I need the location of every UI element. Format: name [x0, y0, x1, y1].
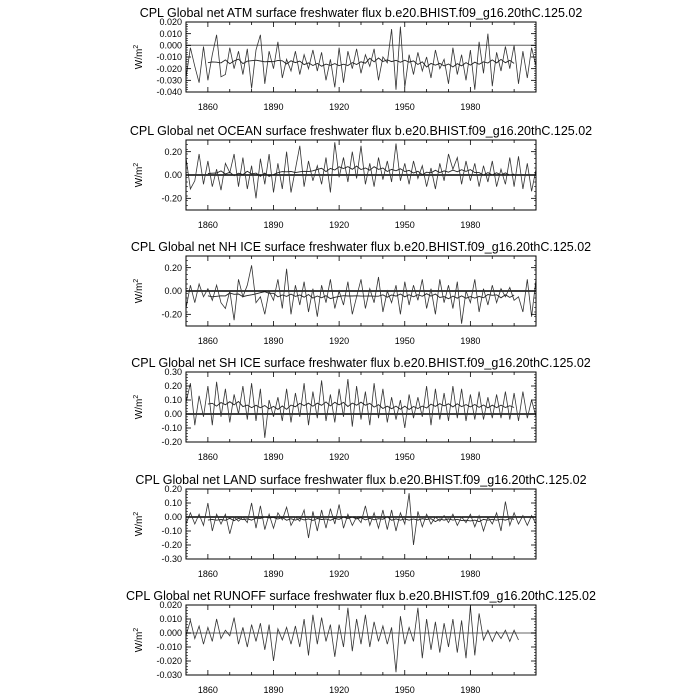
panel-title: CPL Global net SH ICE surface freshwater flux b.e20.BHIST.f09_g16.20thC.125.02 — [131, 356, 591, 370]
y-axis-label: $W/m^2$ — [133, 278, 145, 304]
y-tick-label: -0.030 — [156, 75, 182, 86]
y-tick-label: -0.020 — [156, 656, 182, 667]
y-tick-label: 0.20 — [164, 381, 182, 392]
y-tick-label: -0.030 — [156, 670, 182, 681]
y-tick-label: 0.020 — [159, 600, 182, 611]
x-tick-label: 1950 — [394, 569, 415, 579]
panel-title: CPL Global net OCEAN surface freshwater flux b.e20.BHIST.f09_g16.20thC.125.02 — [129, 124, 593, 138]
x-tick-label: 1950 — [394, 102, 415, 112]
y-tick-label: -0.20 — [161, 309, 182, 320]
panel-3 — [131, 240, 591, 346]
x-tick-label: 1890 — [263, 569, 284, 579]
y-tick-label: 0.00 — [164, 170, 182, 181]
series-line — [186, 606, 519, 672]
y-tick-label: -0.20 — [161, 540, 182, 551]
panel-1 — [133, 6, 582, 112]
panel-2 — [130, 124, 592, 230]
y-tick-label: 0.000 — [159, 40, 182, 51]
x-tick-label: 1860 — [197, 102, 218, 112]
y-tick-label: 0.00 — [164, 409, 182, 420]
x-tick-label: 1890 — [263, 452, 284, 462]
y-axis-label: $W/m^2$ — [133, 44, 145, 70]
x-tick-label: 1950 — [394, 220, 415, 230]
x-tick-label: 1890 — [263, 685, 284, 695]
y-tick-label: -0.10 — [161, 526, 182, 537]
x-tick-label: 1980 — [460, 685, 481, 695]
x-tick-label: 1950 — [394, 452, 415, 462]
x-tick-label: 1950 — [394, 685, 415, 695]
y-tick-label: 0.20 — [164, 484, 182, 495]
x-tick-label: 1860 — [197, 220, 218, 230]
x-tick-label: 1860 — [197, 452, 218, 462]
series-line — [186, 27, 536, 90]
y-axis-label: $W/m^2$ — [133, 511, 145, 537]
panel-title: CPL Global net NH ICE surface freshwater flux b.e20.BHIST.f09_g16.20thC.125.02 — [130, 240, 592, 254]
x-tick-label: 1920 — [329, 336, 350, 346]
y-tick-label: 0.00 — [164, 286, 182, 297]
x-tick-label: 1860 — [197, 569, 218, 579]
plot-frame — [186, 372, 536, 442]
y-tick-label: 0.10 — [164, 395, 182, 406]
x-tick-label: 1980 — [460, 452, 481, 462]
y-tick-label: 0.10 — [164, 498, 182, 509]
y-tick-label: -0.040 — [156, 87, 182, 98]
x-tick-label: 1980 — [460, 569, 481, 579]
y-tick-label: -0.20 — [161, 437, 182, 448]
panel-title: CPL Global net LAND surface freshwater flux b.e20.BHIST.f09_g16.20thC.125.02 — [135, 473, 587, 487]
x-tick-label: 1950 — [394, 336, 415, 346]
x-tick-label: 1860 — [197, 336, 218, 346]
x-tick-label: 1890 — [263, 336, 284, 346]
x-tick-label: 1980 — [460, 336, 481, 346]
x-tick-label: 1920 — [329, 452, 350, 462]
y-tick-label: 0.020 — [159, 17, 182, 28]
y-axis-label: $W/m^2$ — [133, 394, 145, 420]
y-tick-label: -0.010 — [156, 52, 182, 63]
panel-title: CPL Global net RUNOFF surface freshwater flux b.e20.BHIST.f09_g16.20thC.125.02 — [126, 589, 596, 603]
y-tick-label: 0.010 — [159, 614, 182, 625]
series-line — [186, 379, 536, 438]
y-tick-label: -0.10 — [161, 423, 182, 434]
y-tick-label: 0.010 — [159, 28, 182, 39]
x-tick-label: 1920 — [329, 102, 350, 112]
plot-frame — [186, 22, 536, 92]
panel-4 — [131, 356, 591, 462]
series-line — [186, 142, 536, 198]
y-tick-label: 0.20 — [164, 262, 182, 273]
y-tick-label: -0.30 — [161, 554, 182, 565]
y-tick-label: 0.20 — [164, 146, 182, 157]
panel-6 — [126, 589, 596, 695]
y-tick-label: 0.00 — [164, 512, 182, 523]
x-tick-label: 1920 — [329, 569, 350, 579]
x-tick-label: 1920 — [329, 685, 350, 695]
panel-5 — [133, 473, 587, 579]
y-tick-label: -0.020 — [156, 63, 182, 74]
x-tick-label: 1980 — [460, 220, 481, 230]
panel-title: CPL Global net ATM surface freshwater flux b.e20.BHIST.f09_g16.20thC.125.02 — [139, 6, 583, 20]
y-tick-label: -0.010 — [156, 642, 182, 653]
y-tick-label: 0.30 — [164, 367, 182, 378]
y-tick-label: 0.000 — [159, 628, 182, 639]
y-axis-label: $W/m^2$ — [133, 162, 145, 188]
x-tick-label: 1860 — [197, 685, 218, 695]
x-tick-label: 1890 — [263, 102, 284, 112]
x-tick-label: 1890 — [263, 220, 284, 230]
y-axis-label: $W/m^2$ — [133, 627, 145, 653]
plot-frame — [186, 489, 536, 559]
y-tick-label: -0.20 — [161, 193, 182, 204]
x-tick-label: 1920 — [329, 220, 350, 230]
x-tick-label: 1980 — [460, 102, 481, 112]
running-mean-line — [208, 292, 514, 299]
